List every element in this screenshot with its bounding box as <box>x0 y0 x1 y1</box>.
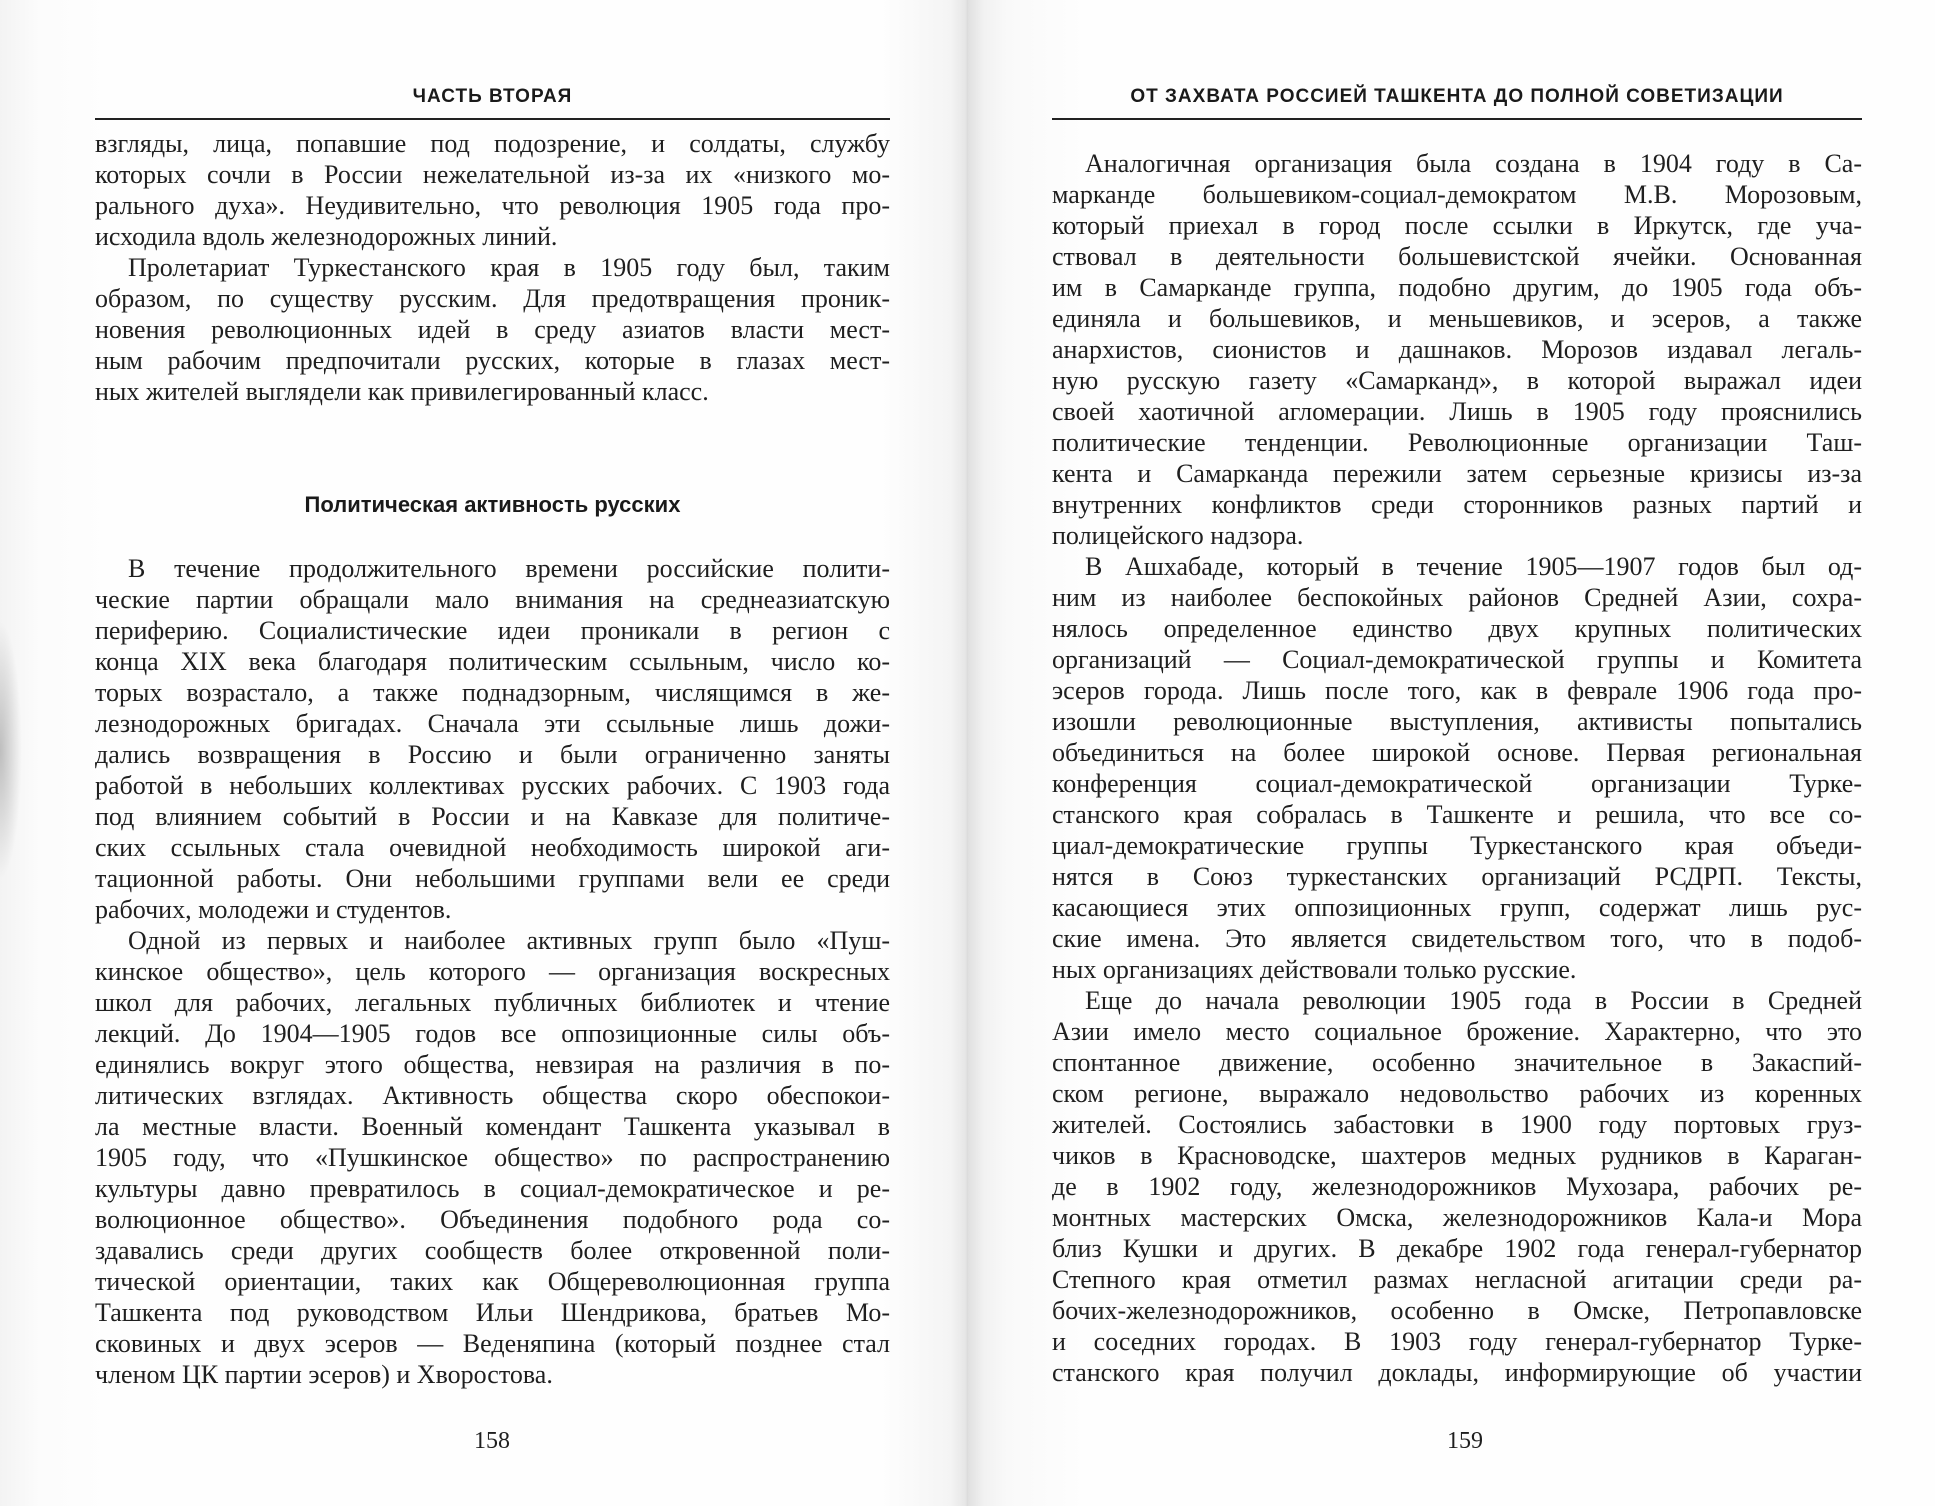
text-line: рального духа». Неудивительно, что революция 1905 года про- <box>95 191 890 220</box>
text-line: организаций — Социал-демократической группы и Комитета <box>1052 645 1862 674</box>
text-line: лезнодорожных бригадах. Сначала эти ссыльные лишь дожи- <box>95 709 890 738</box>
text-line: ских ссыльных стала очевидной необходимость широкой аги- <box>95 833 890 862</box>
text-line: политические тенденции. Революционные организации Таш- <box>1052 428 1862 457</box>
running-head-rule-left <box>95 118 890 120</box>
text-line: ным рабочим предпочитали русских, которые в глазах мест- <box>95 346 890 375</box>
text-line: рабочих, молодежи и студентов. <box>95 895 452 924</box>
text-line: полицейского надзора. <box>1052 521 1304 550</box>
text-line: литических взглядах. Активность общества скоро обеспокои- <box>95 1081 890 1110</box>
text-line: волюционное общество». Объединения подобного рода со- <box>95 1205 890 1234</box>
text-line: 1905 году, что «Пушкинское общество» по распространению <box>95 1143 890 1172</box>
text-line: образом, по существу русским. Для предотвращения проник- <box>95 284 890 313</box>
text-line: Одной из первых и наиболее активных групп было «Пуш- <box>128 926 890 955</box>
text-line: нятся в Союз туркестанских организаций РСДРП. Тексты, <box>1052 862 1862 891</box>
text-line: здавались среди других сообществ более откровенной поли- <box>95 1236 890 1265</box>
text-line: взгляды, лица, попавшие под подозрение, и солдаты, службу <box>95 129 890 158</box>
text-line: конца XIX века благодаря политическим ссыльным, число ко- <box>95 647 890 676</box>
text-line: под влиянием событий в России и на Кавказе для политиче- <box>95 802 890 831</box>
section-subheading: Политическая активность русских <box>304 492 681 517</box>
text-line: исходила вдоль железнодорожных линий. <box>95 222 558 251</box>
text-line: Азии имело место социальное брожение. Характерно, что это <box>1052 1017 1862 1046</box>
running-head-left: ЧАСТЬ ВТОРАЯ <box>412 86 573 107</box>
text-line: монтных мастерских Омска, железнодорожников Кала-и Мора <box>1052 1203 1862 1232</box>
book-gutter <box>950 0 984 1506</box>
text-line: ла местные власти. Военный комендант Ташкента указывал в <box>95 1112 890 1141</box>
text-line: ним из наиболее беспокойных районов Средней Азии, сохра- <box>1052 583 1862 612</box>
page-edge-shadow <box>0 620 22 880</box>
text-line: который приехал в город после ссылки в Иркутск, где уча- <box>1052 211 1862 240</box>
text-line: В Ашхабаде, который в течение 1905—1907 годов был од- <box>1085 552 1862 581</box>
text-line: объединиться на более широкой основе. Первая региональная <box>1052 738 1862 767</box>
text-line: станского края собралась в Ташкенте и решила, что все со- <box>1052 800 1862 829</box>
text-line: внутренних конфликтов среди сторонников разных партий и <box>1052 490 1862 519</box>
text-line: ские имена. Это является свидетельством того, что в подоб- <box>1052 924 1862 953</box>
text-line: единялись вокруг этого общества, невзирая на различия в по- <box>95 1050 890 1079</box>
text-line: Пролетариат Туркестанского края в 1905 году был, таким <box>128 253 890 282</box>
text-line: единяла и большевиков, и меньшевиков, и эсеров, а также <box>1052 304 1862 333</box>
text-line: касающиеся этих оппозиционных групп, содержат лишь рус- <box>1052 893 1862 922</box>
text-line: ском регионе, выражало недовольство рабочих из коренных <box>1052 1079 1862 1108</box>
text-line: и соседних городах. В 1903 году генерал-губернатор Турке- <box>1052 1327 1862 1356</box>
text-line: близ Кушки и других. В декабре 1902 года генерал-губернатор <box>1052 1234 1862 1263</box>
text-line: марканде большевиком-социал-демократом М.В. Морозовым, <box>1052 180 1862 209</box>
running-head-rule-right <box>1052 118 1862 120</box>
text-line: тической ориентации, таких как Общереволюционная группа <box>95 1267 890 1296</box>
text-line: конференция социал-демократической организации Турке- <box>1052 769 1862 798</box>
running-head-right: ОТ ЗАХВАТА РОССИЕЙ ТАШКЕНТА ДО ПОЛНОЙ СОВЕТИЗАЦИИ <box>1130 86 1784 107</box>
text-line: лекций. До 1904—1905 годов все оппозиционные силы объ- <box>95 1019 890 1048</box>
text-line: Еще до начала революции 1905 года в России в Средней <box>1085 986 1862 1015</box>
text-line: торых возрастало, а также поднадзорным, числящимся в же- <box>95 678 890 707</box>
text-line: ческие партии обращали мало внимания на среднеазиатскую <box>95 585 890 614</box>
text-line: кинское общество», цель которого — организация воскресных <box>95 957 890 986</box>
text-line: культуры давно превратилось в социал-демократическое и ре- <box>95 1174 890 1203</box>
text-line: им в Самарканде группа, подобно другим, до 1905 года объ- <box>1052 273 1862 302</box>
text-line: спонтанное движение, особенно значительное в Закаспий- <box>1052 1048 1862 1077</box>
text-line: ных жителей выглядели как привилегированный класс. <box>95 377 709 406</box>
text-line: сковиных и двух эсеров — Веденяпина (который позднее стал <box>95 1329 890 1358</box>
text-line: своей хаотичной агломерации. Лишь в 1905 году прояснились <box>1052 397 1862 426</box>
text-line: анархистов, сионистов и дашнаков. Морозов издавал легаль- <box>1052 335 1862 364</box>
text-line: Степного края отметил размах негласной агитации среди ра- <box>1052 1265 1862 1294</box>
text-line: кента и Самарканда пережили затем серьезные кризисы из-за <box>1052 459 1862 488</box>
text-line: школ для рабочих, легальных публичных библиотек и чтение <box>95 988 890 1017</box>
text-line: тационной работы. Они небольшими группами вели ее среди <box>95 864 890 893</box>
text-line: чиков в Красноводске, шахтеров медных рудников в Караган- <box>1052 1141 1862 1170</box>
text-line: которых сочли в России нежелательной из-за их «низкого мо- <box>95 160 890 189</box>
text-line: Ташкента под руководством Ильи Шендрикова, братьев Мо- <box>95 1298 890 1327</box>
text-line: новения революционных идей в среду азиатов власти мест- <box>95 315 890 344</box>
page-number-right: 159 <box>1447 1428 1483 1454</box>
text-line: нялось определенное единство двух крупных политических <box>1052 614 1862 643</box>
text-line: эсеров города. Лишь после того, как в феврале 1906 года про- <box>1052 676 1862 705</box>
text-line: жителей. Состоялись забастовки в 1900 году портовых груз- <box>1052 1110 1862 1139</box>
text-line: циал-демократические группы Туркестанского края объеди- <box>1052 831 1862 860</box>
text-line: членом ЦК партии эсеров) и Хворостова. <box>95 1360 553 1389</box>
text-line: ную русскую газету «Самарканд», в которой выражал идеи <box>1052 366 1862 395</box>
text-line: бочих-железнодорожников, особенно в Омске, Петропавловске <box>1052 1296 1862 1325</box>
text-line: дались возвращения в Россию и были ограниченно заняты <box>95 740 890 769</box>
text-line: Аналогичная организация была создана в 1904 году в Са- <box>1085 149 1862 178</box>
text-line: В течение продолжительного времени российские полити- <box>128 554 890 583</box>
text-line: изошли революционные выступления, активисты попытались <box>1052 707 1862 736</box>
text-line: де в 1902 году, железнодорожников Мухозара, рабочих ре- <box>1052 1172 1862 1201</box>
text-line: периферию. Социалистические идеи проникали в регион с <box>95 616 890 645</box>
text-line: работой в небольших коллективах русских рабочих. С 1903 года <box>95 771 890 800</box>
text-line: ных организациях действовали только русские. <box>1052 955 1577 984</box>
text-line: станского края получил доклады, информирующие об участии <box>1052 1358 1862 1387</box>
text-line: ствовал в деятельности большевистской ячейки. Основанная <box>1052 242 1862 271</box>
page-number-left: 158 <box>474 1428 510 1454</box>
